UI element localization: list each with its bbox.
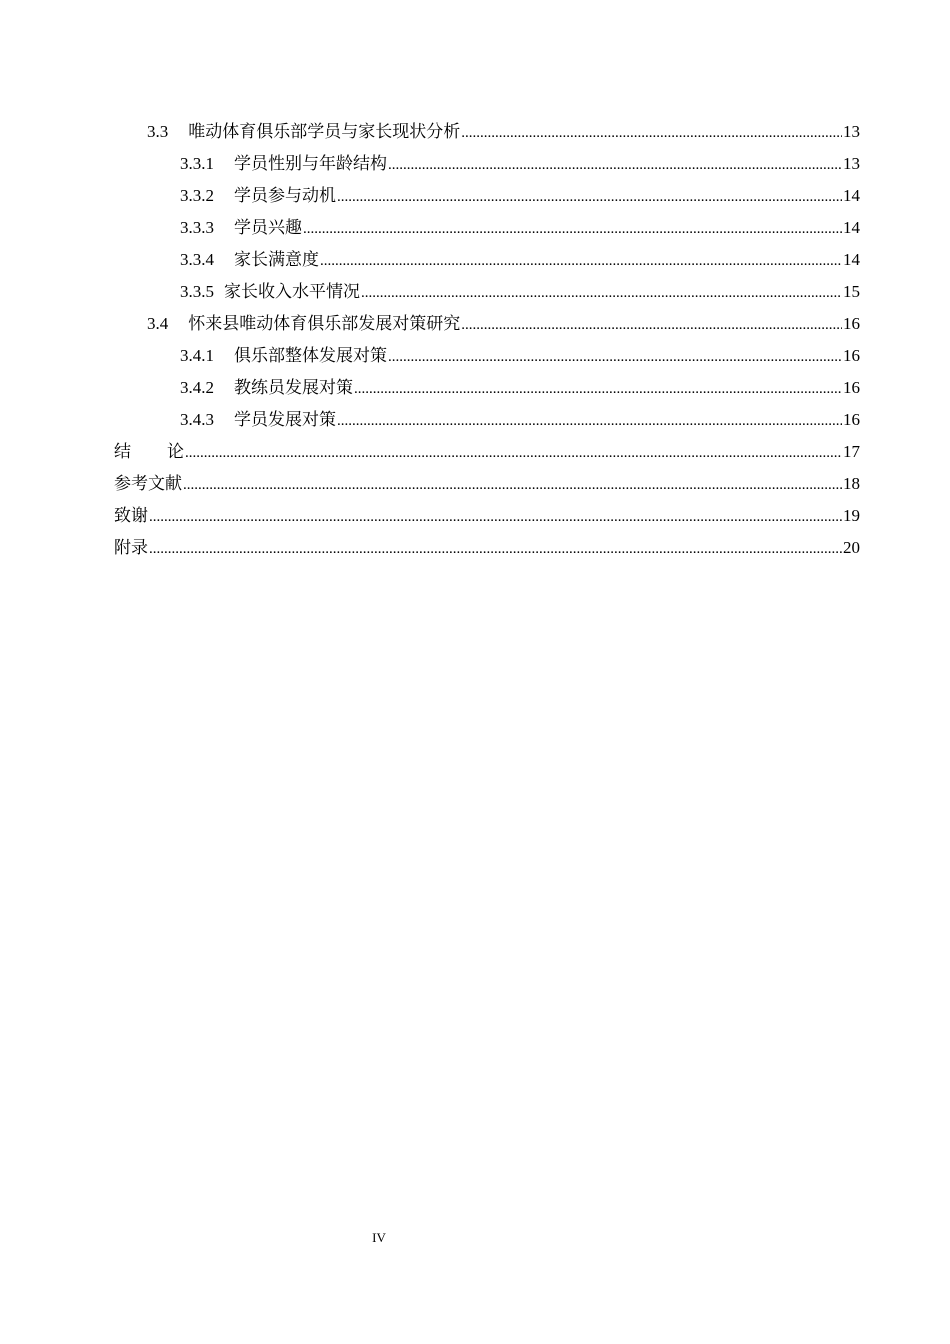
toc-entry-conclusion[interactable] — [114, 436, 860, 468]
toc-entry-3-3-1[interactable] — [114, 148, 860, 180]
toc-entry-number: 3.3.3 — [180, 218, 214, 237]
toc-dot-leader — [388, 149, 842, 181]
page-footer — [0, 1230, 758, 1246]
table-of-contents — [114, 116, 860, 564]
toc-entry-title: 俱乐部整体发展对策 — [234, 346, 387, 366]
toc-entry-3-3-5[interactable] — [114, 276, 860, 308]
toc-entry-3-4-1[interactable] — [114, 340, 860, 372]
toc-dot-leader — [354, 373, 842, 405]
toc-entry-3-3-4[interactable] — [114, 244, 860, 276]
toc-entry-page: 16 — [843, 410, 860, 429]
toc-entry-title: 怀来县唯动体育俱乐部发展对策研究 — [188, 314, 461, 334]
toc-entry-title: 学员兴趣 — [234, 218, 302, 238]
toc-entry-title: 致谢 — [114, 506, 148, 526]
toc-entry-number: 3.4.2 — [180, 378, 214, 397]
toc-dot-leader — [183, 469, 842, 501]
toc-entry-page: 20 — [843, 538, 860, 557]
toc-entry-number: 3.3.5 — [180, 282, 214, 301]
toc-entry-page: 19 — [843, 506, 860, 525]
toc-dot-leader — [337, 181, 842, 213]
toc-entry-3-4-3[interactable] — [114, 404, 860, 436]
toc-entry-title: 附录 — [114, 538, 148, 558]
toc-entry-3-4-2[interactable] — [114, 372, 860, 404]
toc-dot-leader — [149, 501, 842, 533]
toc-entry-title: 家长满意度 — [234, 250, 319, 270]
toc-entry-number: 3.3.4 — [180, 250, 214, 269]
toc-dot-leader — [361, 277, 842, 309]
toc-entry-number: 3.4 — [147, 314, 169, 333]
toc-entry-3-4[interactable] — [114, 308, 860, 340]
toc-title-char: 结 — [114, 442, 131, 462]
toc-entry-page: 18 — [843, 474, 860, 493]
toc-entry-title — [114, 436, 184, 468]
toc-entry-title: 学员发展对策 — [234, 410, 336, 430]
toc-entry-title: 教练员发展对策 — [234, 378, 353, 398]
toc-entry-number: 3.4.3 — [180, 410, 214, 429]
toc-dot-leader — [337, 405, 842, 437]
toc-entry-page: 14 — [843, 218, 860, 237]
toc-entry-title: 参考文献 — [114, 474, 182, 494]
toc-entry-title: 唯动体育俱乐部学员与家长现状分析 — [188, 122, 461, 142]
toc-entry-page: 14 — [843, 250, 860, 269]
toc-entry-3-3[interactable] — [114, 116, 860, 148]
toc-entry-page: 13 — [843, 122, 860, 141]
toc-dot-leader — [461, 117, 842, 149]
toc-entry-number: 3.4.1 — [180, 346, 214, 365]
toc-entry-references[interactable] — [114, 468, 860, 500]
toc-entry-number: 3.3 — [147, 122, 169, 141]
toc-entry-page: 16 — [843, 314, 860, 333]
toc-entry-page: 15 — [843, 282, 860, 301]
toc-entry-acknowledgements[interactable] — [114, 500, 860, 532]
toc-entry-page: 13 — [843, 154, 860, 173]
toc-entry-page: 17 — [843, 442, 860, 461]
toc-entry-number: 3.3.2 — [180, 186, 214, 205]
toc-dot-leader — [149, 533, 842, 565]
toc-entry-page: 16 — [843, 378, 860, 397]
toc-dot-leader — [185, 437, 842, 469]
toc-dot-leader — [320, 245, 842, 277]
toc-entry-3-3-3[interactable] — [114, 212, 860, 244]
toc-entry-page: 16 — [843, 346, 860, 365]
toc-entry-title: 家长收入水平情况 — [224, 282, 360, 302]
toc-entry-3-3-2[interactable] — [114, 180, 860, 212]
toc-entry-title: 学员性别与年龄结构 — [234, 154, 387, 174]
toc-dot-leader — [388, 341, 842, 373]
toc-entry-title: 学员参与动机 — [234, 186, 336, 206]
page-number: IV — [372, 1230, 386, 1245]
toc-title-char: 论 — [167, 442, 184, 462]
toc-dot-leader — [303, 213, 842, 245]
toc-entry-page: 14 — [843, 186, 860, 205]
toc-entry-appendix[interactable] — [114, 532, 860, 564]
toc-dot-leader — [461, 309, 842, 341]
toc-entry-number: 3.3.1 — [180, 154, 214, 173]
